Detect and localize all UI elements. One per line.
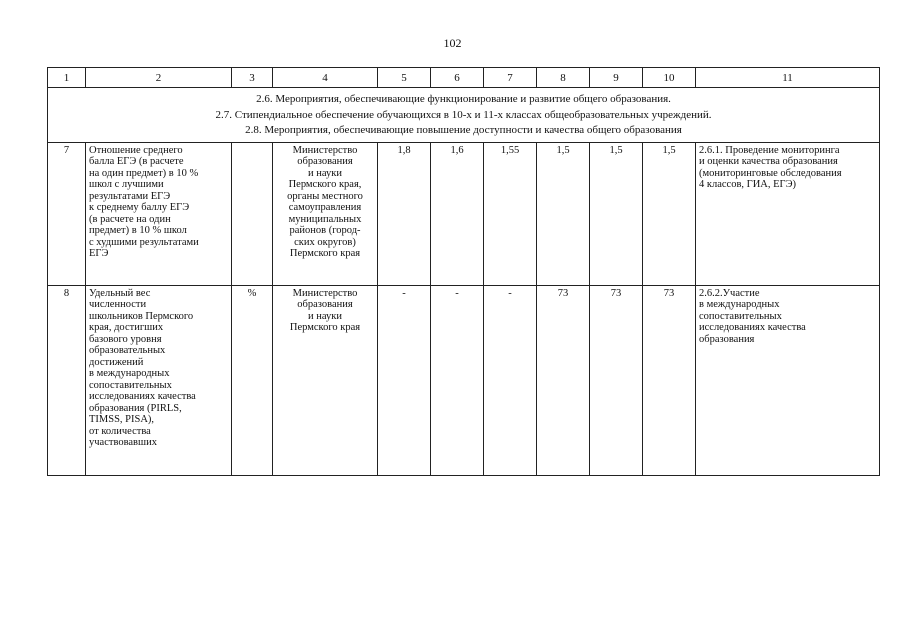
value-cell: - [484,285,537,475]
text-line: с худшими результатами [89,236,199,248]
section-title [48,88,880,143]
header-cell: 4 [273,68,378,88]
header-cell: 10 [643,68,696,88]
text-line: в международных [89,368,170,379]
value-cell: 73 [590,285,643,475]
value-cell: 1,5 [643,142,696,285]
header-cell: 3 [232,68,273,88]
text-line: базового уровня [89,333,162,345]
text-line: в международных [699,299,780,310]
text-line: муниципальных [288,213,362,225]
row-number: 8 [48,285,86,475]
text-line: образования [297,156,353,167]
text-line: участвовавших [89,437,157,448]
section-line: 2.6. Мероприятия, обеспечивающие функционирование и развитие общего образования. [256,93,671,105]
indicators-table [47,67,880,476]
section-row [48,88,880,143]
section-line: 2.8. Мероприятия, обеспечивающие повышение доступности и качества общего образования [245,124,682,136]
value-cell: - [431,285,484,475]
text-line: Пермского края, [288,179,362,190]
header-cell: 8 [537,68,590,88]
text-line: ЕГЭ [89,248,109,259]
text-line: численности [89,299,147,310]
table-row [48,285,880,475]
text-line: результатами ЕГЭ [89,190,171,202]
header-cell: 2 [86,68,232,88]
indicator-cell [86,285,232,475]
text-line: школьников Пермского [89,310,194,322]
text-line: края, достигших [89,322,164,333]
header-cell: 9 [590,68,643,88]
header-cell: 5 [378,68,431,88]
row-number: 7 [48,142,86,285]
unit-cell [232,142,273,285]
text-line: образовательных [89,345,166,356]
table-row [48,142,880,285]
text-line: исследованиях качества [89,391,196,402]
text-line: Министерство [292,144,358,156]
indicator-cell [86,142,232,285]
unit-cell: % [232,285,273,475]
header-cell: 11 [696,68,880,88]
text-line: Министерство [292,287,358,299]
text-line: от количества [89,425,151,437]
text-line: балла ЕГЭ (в расчете [89,156,184,167]
value-cell: 1,5 [537,142,590,285]
activity-cell [696,285,880,475]
text-line: образования [699,333,755,345]
header-cell: 1 [48,68,86,88]
text-line: сопоставительных [699,310,782,322]
text-line: 4 классов, ГИА, ЕГЭ) [699,179,797,190]
activity-cell [696,142,880,285]
text-line: и науки [308,167,342,179]
text-line: Пермского края [289,248,361,259]
value-cell: 73 [537,285,590,475]
value-cell: 1,55 [484,142,537,285]
header-row [48,68,880,88]
text-line: сопоставительных [89,379,172,391]
value-cell: 1,6 [431,142,484,285]
text-line: на один предмет) в 10 % [89,167,199,179]
text-line: Пермского края [289,322,361,333]
header-cell: 6 [431,68,484,88]
text-line: школ с лучшими [89,179,164,190]
text-line: Удельный вес [89,287,151,299]
section-line: 2.7. Стипендиальное обеспечение обучающихся в 10-х и 11-х классах общеобразовательных учреждений. [215,108,712,121]
text-line: к среднему баллу ЕГЭ [89,202,190,213]
text-line: 2.6.1. Проведение мониторинга [699,144,840,156]
text-line: самоуправления [288,202,362,213]
text-line: и оценки качества образования [699,156,838,167]
organization-cell [273,142,378,285]
text-line: ских округов) [294,236,356,248]
page-number: 102 [443,36,462,50]
header-cell: 7 [484,68,537,88]
text-line: предмет) в 10 % школ [89,225,187,236]
text-line: и науки [308,310,342,322]
text-line: образования [297,299,353,310]
text-line: 2.6.2.Участие [699,287,760,299]
text-line: (мониторинговые обследования [699,167,842,179]
value-cell: 1,8 [378,142,431,285]
value-cell: - [378,285,431,475]
text-line: (в расчете на один [89,213,171,225]
text-line: органы местного [287,190,363,202]
text-line: районов (город- [289,225,361,236]
text-line: Отношение среднего [89,144,183,156]
value-cell: 73 [643,285,696,475]
value-cell: 1,5 [590,142,643,285]
text-line: TIMSS, PISA), [89,414,155,425]
text-line: достижений [89,356,144,368]
text-line: образования (PIRLS, [89,402,182,414]
text-line: исследованиях качества [699,322,806,333]
organization-cell [273,285,378,475]
